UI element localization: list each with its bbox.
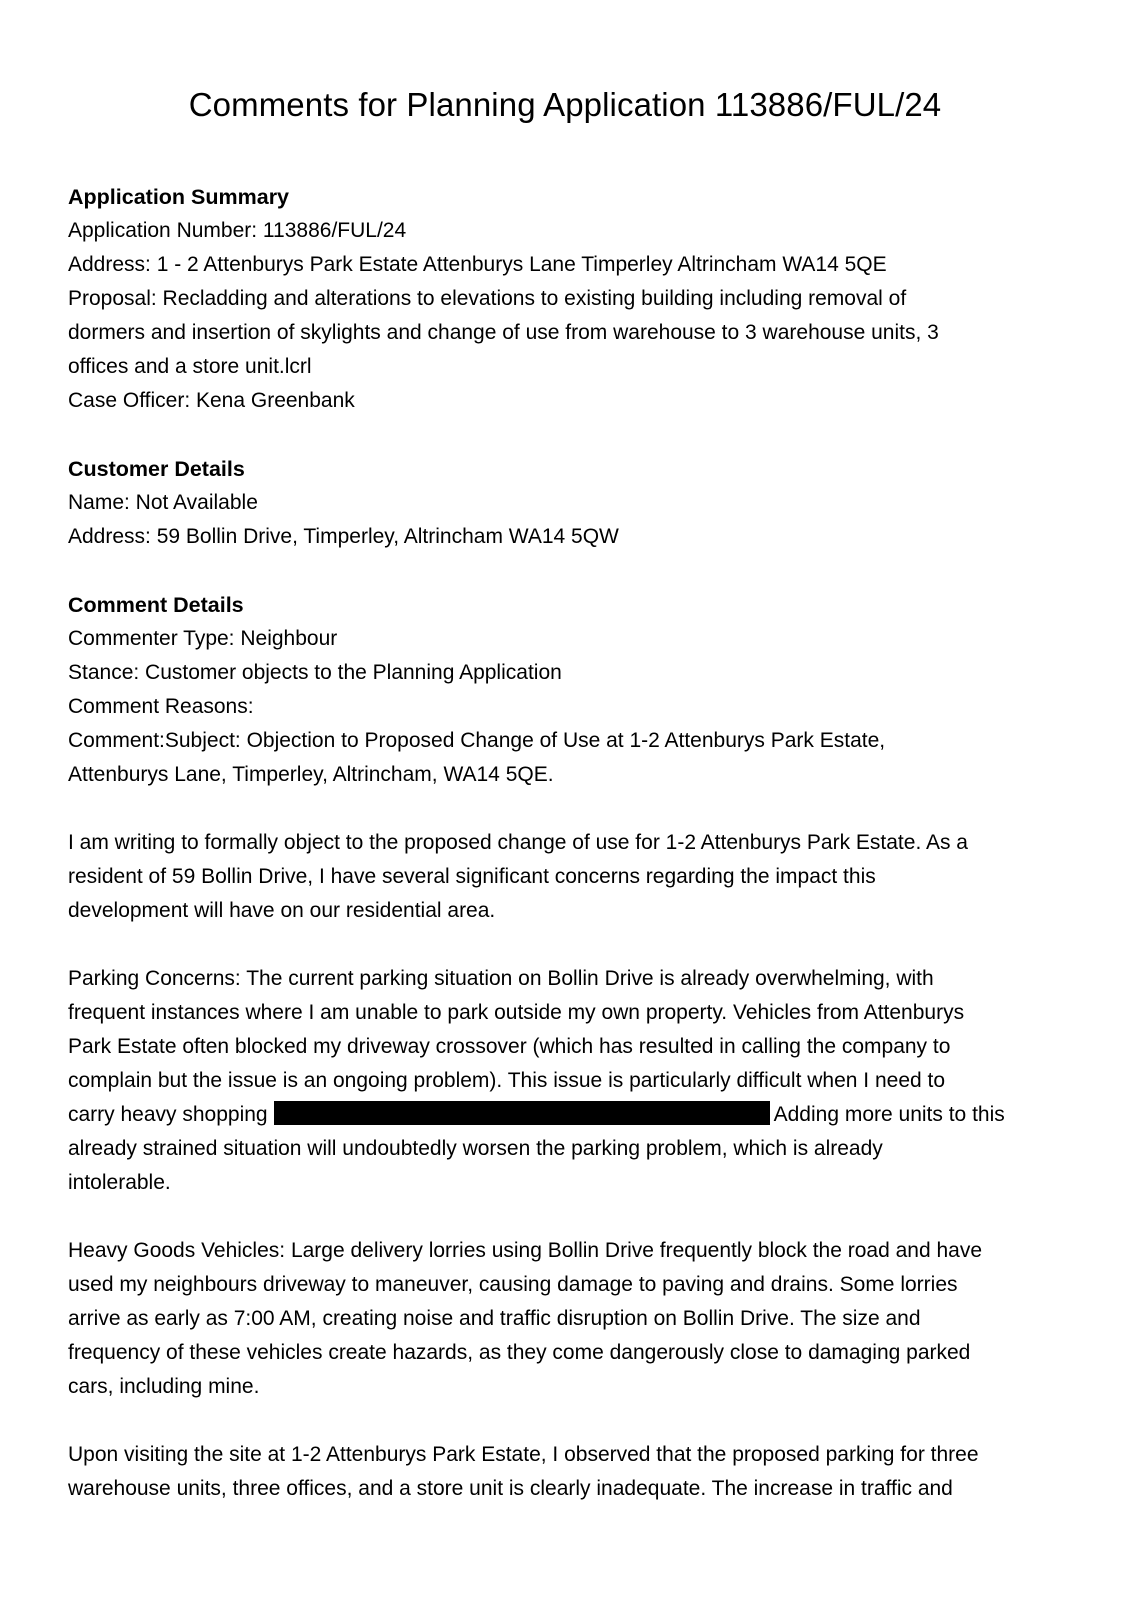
paragraph-line: warehouse units, three offices, and a store unit is clearly inadequate. The increase in traffic and xyxy=(68,1477,953,1500)
comment-reasons: Comment Reasons: xyxy=(68,695,254,718)
paragraph-intro xyxy=(68,826,1068,928)
paragraph-line: frequency of these vehicles create hazards, as they come dangerously close to damaging parked xyxy=(68,1341,971,1364)
paragraph-line-redacted xyxy=(68,1098,1068,1132)
redacted-line-after: Adding more units to this xyxy=(773,1103,1005,1126)
commenter-type: Commenter Type: Neighbour xyxy=(68,627,338,650)
comment-details-section xyxy=(68,588,1068,792)
paragraph-gap xyxy=(68,1404,1068,1438)
redaction-bar xyxy=(274,1101,770,1125)
paragraph-gap xyxy=(68,1200,1068,1234)
comment-details-heading: Comment Details xyxy=(68,593,244,617)
paragraph-line: used my neighbours driveway to maneuver, causing damage to paving and drains. Some lorries xyxy=(68,1273,958,1296)
paragraph-line: arrive as early as 7:00 AM, creating noise and traffic disruption on Bollin Drive. The size and xyxy=(68,1307,921,1330)
paragraph-line: resident of 59 Bollin Drive, I have several significant concerns regarding the impact this xyxy=(68,865,876,888)
proposal-line-2: dormers and insertion of skylights and change of use from warehouse to 3 warehouse units, 3 xyxy=(68,321,939,344)
page-title: Comments for Planning Application 113886/FUL/24 xyxy=(188,86,942,123)
paragraph-heavy-goods-vehicles xyxy=(68,1234,1068,1404)
application-address: Address: 1 - 2 Attenburys Park Estate Attenburys Lane Timperley Altrincham WA14 5QE xyxy=(68,253,887,276)
section-gap xyxy=(68,554,1068,588)
paragraph-site-visit xyxy=(68,1438,1068,1506)
stance: Stance: Customer objects to the Planning Application xyxy=(68,661,562,684)
application-number: Application Number: 113886/FUL/24 xyxy=(68,219,407,242)
paragraph-line: Upon visiting the site at 1-2 Attenburys Park Estate, I observed that the proposed parking for three xyxy=(68,1443,979,1466)
redacted-line-before: carry heavy shopping xyxy=(68,1103,268,1126)
proposal-line-3: offices and a store unit.lcrl xyxy=(68,355,312,378)
paragraph-line: intolerable. xyxy=(68,1171,171,1194)
paragraph-line: Heavy Goods Vehicles: Large delivery lorries using Bollin Drive frequently block the road and have xyxy=(68,1239,982,1262)
application-summary-section xyxy=(68,180,1068,418)
paragraph-line: development will have on our residential area. xyxy=(68,899,496,922)
paragraph-line: frequent instances where I am unable to park outside my own property. Vehicles from Attenburys xyxy=(68,1001,965,1024)
paragraph-gap xyxy=(68,928,1068,962)
paragraph-gap xyxy=(68,792,1068,826)
paragraph-line: cars, including mine. xyxy=(68,1375,260,1398)
comment-subject-line-1: Comment:Subject: Objection to Proposed Change of Use at 1-2 Attenburys Park Estate, xyxy=(68,729,886,752)
paragraph-line: I am writing to formally object to the proposed change of use for 1-2 Attenburys Park Estate. As a xyxy=(68,831,968,854)
paragraph-line: already strained situation will undoubtedly worsen the parking problem, which is already xyxy=(68,1137,883,1160)
document-body xyxy=(68,180,1068,1506)
paragraph-line: Parking Concerns: The current parking situation on Bollin Drive is already overwhelming, with xyxy=(68,967,934,990)
case-officer: Case Officer: Kena Greenbank xyxy=(68,389,355,412)
customer-details-section xyxy=(68,452,1068,554)
proposal-line-1: Proposal: Recladding and alterations to elevations to existing building including removal of xyxy=(68,287,907,310)
paragraph-parking-concerns xyxy=(68,962,1068,1200)
customer-name: Name: Not Available xyxy=(68,491,258,514)
customer-address: Address: 59 Bollin Drive, Timperley, Altrincham WA14 5QW xyxy=(68,525,619,548)
paragraph-line: Park Estate often blocked my driveway crossover (which has resulted in calling the company to xyxy=(68,1035,951,1058)
application-summary-heading: Application Summary xyxy=(68,185,290,209)
section-gap xyxy=(68,418,1068,452)
paragraph-line: complain but the issue is an ongoing problem). This issue is particularly difficult when I need to xyxy=(68,1069,946,1092)
customer-details-heading: Customer Details xyxy=(68,457,245,481)
comment-subject-line-2: Attenburys Lane, Timperley, Altrincham, WA14 5QE. xyxy=(68,763,554,786)
